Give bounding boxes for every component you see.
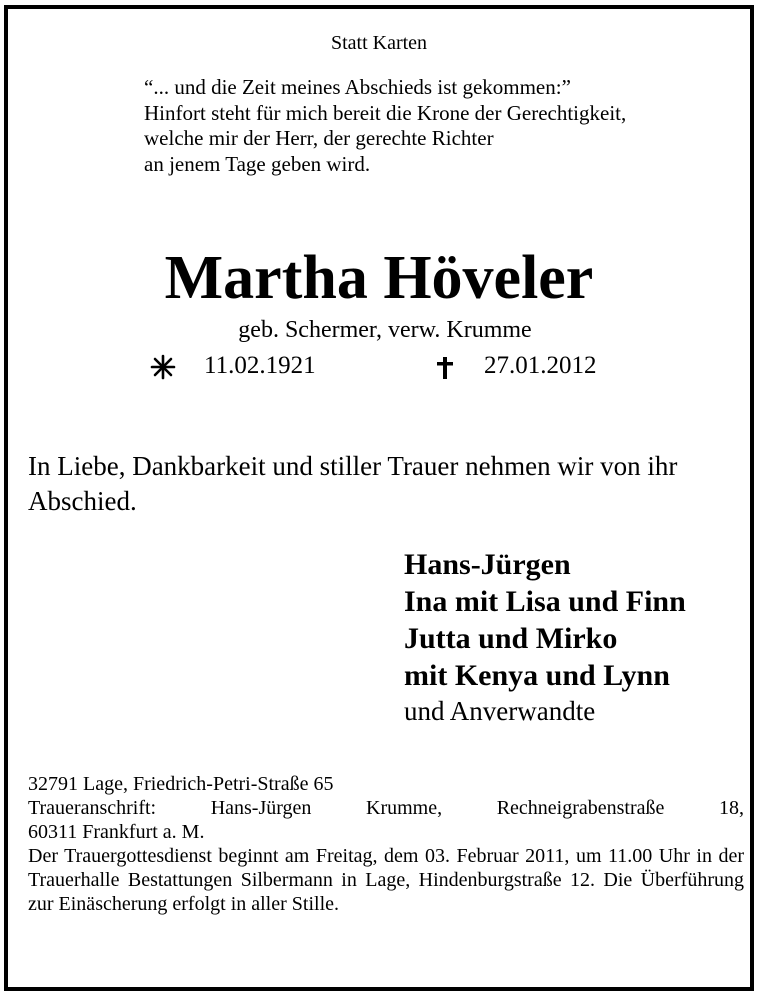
birth-star-icon	[148, 349, 178, 383]
mourning-address-city: 60311 Frankfurt a. M.	[28, 821, 205, 843]
family-name: mit Kenya und Lynn	[404, 659, 670, 692]
family-name: Jutta und Mirko	[404, 622, 618, 655]
mourning-address: Traueranschrift: Hans-Jürgen Krumme, Rechneigrabenstraße 18,	[28, 797, 744, 819]
header-statt-karten: Statt Karten	[330, 32, 428, 54]
death-cross-icon	[435, 349, 455, 383]
quote-line: “... und die Zeit meines Abschieds ist gekommen:”	[144, 75, 571, 99]
deceased-name: Martha Höveler	[164, 244, 594, 312]
service-info: Der Trauergottesdienst beginnt am Freitag, dem 03. Februar 2011, um 11.00 Uhr in der Trauerhalle Bestattungen Silbermann in Lage, Hindenburgstraße 12. Die Überführung zur Einäscherung erfolgt in aller Stille.	[28, 845, 744, 915]
family-name: Ina mit Lisa und Finn	[404, 585, 686, 618]
birth-date: 11.02.1921	[204, 352, 316, 379]
relatives-label: und Anverwandte	[404, 696, 596, 726]
death-date: 27.01.2012	[484, 352, 597, 379]
life-dates	[8, 349, 750, 383]
obituary-frame	[4, 5, 754, 991]
mourning-statement: In Liebe, Dankbarkeit und stiller Trauer nehmen wir von ihr Abschied.	[28, 451, 678, 516]
quote-line: welche mir der Herr, der gerechte Richter	[144, 126, 494, 150]
bible-quote	[144, 75, 744, 177]
quote-line: an jenem Tage geben wird.	[144, 151, 371, 176]
birth-name: geb. Schermer, verw. Krumme	[238, 317, 532, 343]
residence-address: 32791 Lage, Friedrich-Petri-Straße 65	[28, 773, 334, 795]
family-name: Hans-Jürgen	[404, 548, 571, 581]
quote-line: Hinfort steht für mich bereit die Krone der Gerechtigkeit,	[144, 100, 627, 125]
footer-info	[28, 772, 744, 916]
family-list	[404, 546, 744, 728]
